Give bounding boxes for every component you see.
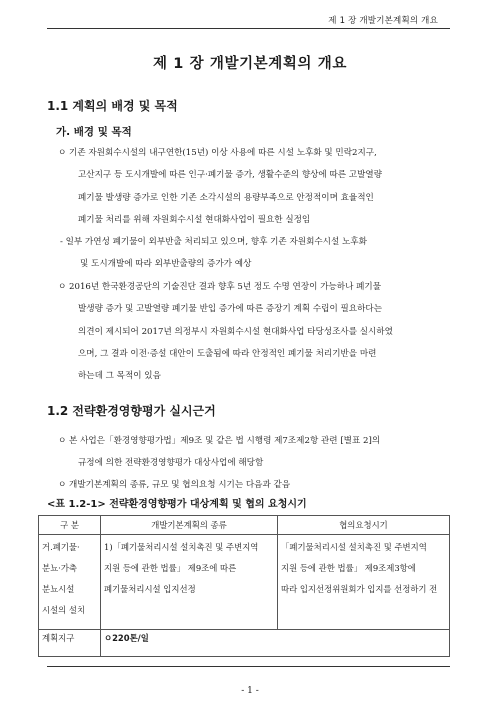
text-line: 의견이 제시되어 2017년 의정부시 자원회수시설 현대화사업 타당성조사를 실시하였	[78, 326, 393, 337]
cell-line: 시설의 설치	[42, 605, 86, 615]
paragraph-background-dash	[60, 231, 450, 276]
text-line: 발생량 증가 및 고발열량 폐기물 반입 증가에 따른 증장기 계획 수립이 필요하다는	[78, 304, 383, 315]
header-timing: 협의요청시기	[278, 516, 450, 535]
table-caption: <표 1.2-1> 전략환경영향평가 대상계획 및 협의 요청시기	[47, 499, 307, 510]
cell-line: 거.폐기물·	[42, 542, 80, 552]
text-line: ㅇ 본 사업은「환경영향평가법」제9조 및 같은 법 시행령 제7조제2항 관련 [별표 2]의	[58, 436, 381, 446]
cell-timing	[278, 535, 450, 630]
header-rule	[47, 28, 450, 29]
subsection-heading-background: 가. 배경 및 목적	[56, 126, 132, 138]
footer-rule	[47, 666, 450, 667]
header-plan-type: 개발기본계획의 종류	[101, 516, 278, 535]
text-line: 폐기물 처리를 위해 자원회수시설 현대화사업이 필요한 실정임	[78, 214, 311, 225]
text-line: ㅇ 기존 자원회수시설의 내구연한(15년) 이상 사용에 따른 시설 노후화 및 민락2지구,	[58, 148, 377, 158]
section-heading-1-1: 1.1 계획의 배경 및 목적	[47, 99, 178, 113]
requirements-table	[38, 515, 450, 657]
running-head: 제 1 장 개발기본계획의 개요	[328, 16, 438, 26]
table-header-row	[39, 516, 450, 535]
cell-line: 지원 등에 관한 법률」 제9조제3항에	[281, 563, 416, 573]
chapter-title: 제 1 장 개발기본계획의 개요	[153, 56, 347, 72]
paragraph-basis-2	[58, 474, 448, 496]
text-line: - 일부 가연성 폐기물이 외부반출 처리되고 있으며, 향후 기존 자원회수시설 노후화	[60, 237, 367, 247]
text-line: 으며, 그 결과 이전·증설 대안이 도출됨에 따라 안정적인 폐기물 처리기반을 마련	[78, 348, 377, 359]
cell-line: 지원 등에 관한 법률」 제9조에 따른	[104, 563, 237, 573]
section-heading-1-2: 1.2 전략환경영향평가 실시근거	[47, 404, 216, 418]
cell-line: 분뇨·가축	[42, 563, 78, 573]
text-line: ㅇ 2016년 한국환경공단의 기술진단 결과 향후 5년 정도 수명 연장이 가능하나 폐기물	[58, 282, 382, 292]
table-row	[39, 630, 450, 657]
header-category: 구 분	[39, 516, 101, 535]
cell-plan-district-label: 계획지구	[39, 630, 101, 657]
text-line: 규정에 의한 전략환경영향평가 대상사업에 해당함	[78, 458, 264, 469]
paragraph-basis-1	[58, 430, 448, 475]
text-line: ㅇ 개발기본계획의 종류, 규모 및 협의요청 시기는 다음과 같음	[58, 480, 291, 490]
cell-line: 따라 입지선정위원회가 입지를 선정하기 전	[281, 584, 438, 594]
table-row	[39, 535, 450, 630]
text-line: 폐기물 발생량 증가로 인한 기존 소각시설의 용량부족으로 안정적이며 효율적인	[78, 192, 374, 203]
paragraph-background-1	[58, 142, 448, 231]
text-line: 고산지구 등 도시개발에 따른 인구·폐기물 증가, 생활수준의 향상에 따른 고발열량	[78, 170, 383, 181]
cell-line: 폐기물처리시설 입지선정	[104, 584, 196, 594]
cell-line: 1)「폐기물처리시설 설치촉진 및 주변지역	[104, 542, 259, 552]
cell-line: 「폐기물처리시설 설치촉진 및 주변지역	[281, 542, 427, 552]
page-number: - 1 -	[241, 686, 259, 696]
cell-line: 분뇨시설	[42, 584, 75, 594]
text-line: 하는데 그 목적이 있음	[78, 371, 161, 382]
cell-plan-district-value: ㅇ220톤/일	[101, 630, 450, 657]
text-line: 및 도시개발에 따라 외부반출량의 증가가 예상	[80, 259, 252, 270]
cell-plan-type	[101, 535, 278, 630]
cell-category	[39, 535, 101, 630]
paragraph-background-2	[58, 276, 448, 387]
